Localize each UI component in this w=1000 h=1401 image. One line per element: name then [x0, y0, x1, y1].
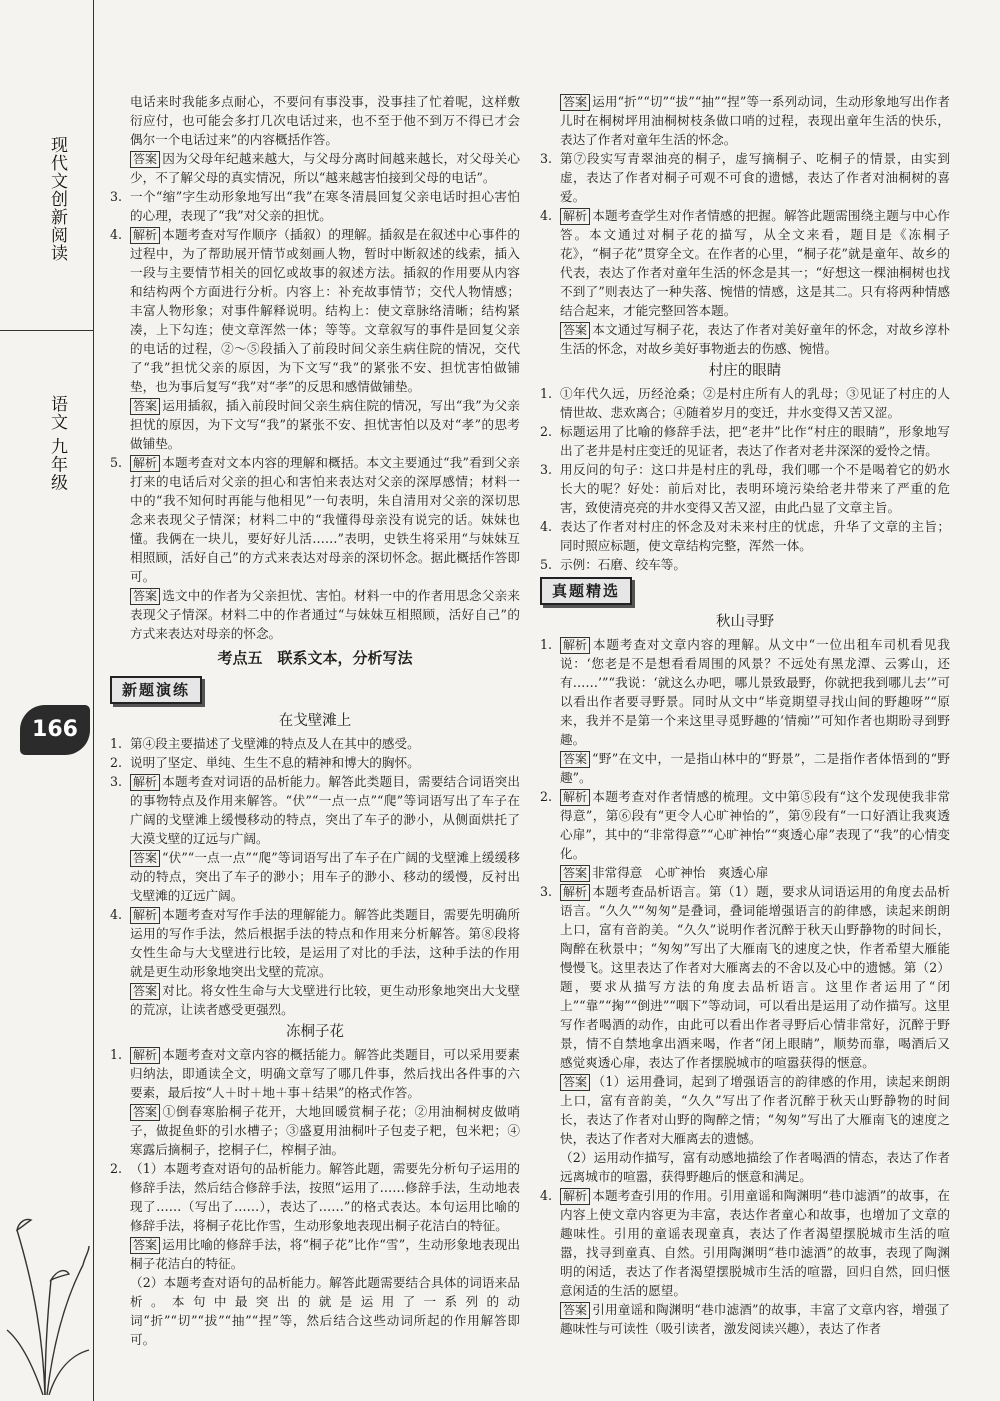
village-q2: 2. 标题运用了比喻的修辞手法，把“老井”比作“村庄的眼睛”，形象地写出了老井是村庄变迁的见证者，表达了作者对老井深深的爱怜之情。: [540, 424, 950, 458]
article-title-gobi: 在戈壁滩上: [278, 713, 352, 729]
tong-q2-answer: 答案 运用比喻的修辞手法，将“桐子花”比作“雪”，生动形象地表现出桐子花洁白的特征。: [130, 1237, 520, 1271]
question-4-answer: 答案 运用插叙，插入前段时间父亲生病住院的情况，写出“我”为父亲担忧的原因，为下文写“我”的紧张不安、担忧害怕以及对“孝”的思考做铺垫。: [130, 398, 520, 451]
article-title-autumn: 秋山寻野: [716, 614, 774, 630]
autumn-q4-answer: 答案 引用童谣和陶渊明“巷巾滤酒”的故事，丰富了文章内容，增强了趣味性与可读性（吸引读者，激发阅读兴趣），表达了作者: [560, 1302, 950, 1336]
article-title-village: 村庄的眼睛: [708, 363, 782, 379]
gobi-q4: 4. 解析 本题考查对写作手法的理解能力。解答此类题目，需要先明确所运用的写作手法，然后根据手法的特点和作用来分析解答。第⑧段将女性生命与大戈壁进行比较，是运用了对比的手法，这种手法的作用就是更生动形象地突出戈壁的荒凉。: [110, 907, 520, 979]
question-5-answer: 答案 选文中的作者为父亲担忧、害怕。材料一中的作者用思念父亲来表现父子情深。材料二中的作者通过“与妹妹互相照顾，活好自己”的方式来表达对母亲的怀念。: [130, 588, 520, 641]
tong-q1-answer: 答案 ①倒春寒胎桐子花开，大地回暖赏桐子花；②用油桐树皮做哨子，做捉鱼虾的引水槽子；③盛夏用油桐叶子包麦子粑，包米粑；④寒露后摘桐子，挖桐子仁，榨桐子油。: [130, 1104, 520, 1157]
gobi-q1: 1. 第④段主要描述了戈壁滩的特点及人在其中的感受。: [110, 736, 420, 751]
kaodian-heading: 考点五 联系文本，分析写法: [217, 649, 413, 667]
autumn-q3: 3. 解析 本题考查品析语言。第（1）题，要求从词语运用的角度去品析语言。“久久”“匆匆”是叠词，叠词能增强语言的韵律感，读起来朗朗上口，富有音韵美。“久久”说明作者沉醉于秋天山野静物的时间长，陶醉在秋景中；“匆匆”写出了大雁南飞的速度之快，作者希望大雁能慢慢飞。这里表达了作者对大雁离去的不舍以及心中的遗憾。第（2）题，要求从描写方法的角度去品析语言。这里作者运用了“闭上”“靠”“掬”“倒进”“咽下”等动词，可以看出是运用了动作描写。这里写作者喝酒的动作，由此可以看出作者寻野后心情非常好，沉醉于野景，情不自禁地拿出酒来喝，作者“闭上眼睛”，顺势而靠，喝酒后又感觉爽透心扉，表达了作者摆脱城市的喧嚣获得的惬意。: [540, 884, 950, 1070]
autumn-q2-answer: 答案 非常得意 心旷神怡 爽透心扉: [540, 863, 950, 882]
gobi-q2: 2. 说明了坚定、単纯、生生不息的精神和博大的胸怀。: [110, 755, 420, 770]
village-q5: 5. 示例：石磨、绞车等。: [540, 557, 686, 572]
question-5: 5. 解析 本题考查对文本内容的理解和概括。本文主要通过“我”看到父亲打来的电话后对父亲的担心和害怕来表达对父亲的深厚感情；材料一中的“我不知何时再能与他相见”一句表明，朱自清用对父亲的深切思念来表现父子情深；材料二中的“我懂得母亲没有说完的话。妹妹也懂。我俩在一块儿，要好好儿活……”表明，史铁生将采用“与妹妹互相照顾，活好自己”的方式来表达对母亲的深切怀念。据此概括作答即可。: [110, 455, 520, 584]
tong-q4: 4. 解析 本题考查学生对作者情感的把握。解答此题需围绕主题与中心作答。本文通过对桐子花的描写，从全文来看，题目是《冻桐子花》，“桐子花”贯穿全文。在作者的心里，“桐子花”就是童年、故乡的代表，表达了作者对童年生活的怀念是其一；“好想这一棵油桐树也找不到了”则表达了一种失落、惋惜的情感，这是其二。只有将两种情感结合起来，才能完整回答本题。: [540, 208, 950, 318]
tong-q1: 1. 解析 本题考查对文章内容的概括能力。解答此类题目，可以采用要素归纳法，即通读全文，明确文章写了哪几件事，然后找出各件事的六要素，最后按“人＋时＋地＋事＋结果”的格式作答。: [110, 1047, 520, 1100]
analysis-label: 解析: [130, 227, 160, 244]
autumn-q4: 4. 解析 本题考查引用的作用。引用童谣和陶渊明“巷巾滤酒”的故事，在内容上使文章内容更为丰富，表达作者童心和故事，也增加了文章的趣味性。引用的童谣表现童真，表达了作者渴望摆脱城市生活的喧嚣，找寻到童真、自然。引用陶渊明“巷巾滤酒”的故事，表现了陶渊明的闲适，表达了作者渴望摆脱城市生活的喧嚣，回归自然，回归惬意闲适的生活的愿望。: [540, 1188, 950, 1298]
intro-text: 电话来时我能多点耐心，不要问有事没事，没事挂了忙着呢，这样敷衍应付，也可能会多打几次电话过来，也不至于他不到万不得已才会偶尔一个电话过来”的内容概括作答。: [130, 94, 520, 147]
tong-q2b-analysis: （2）本题考查对语句的品析能力。解答此题需要结合具体的词语来品析。本句中最突出的就是运用了一系列的动词“折”“切”“拔”“抽”“捏”等，然后结合这些动词所起的作用解答即可。: [130, 1275, 520, 1347]
tong-q2b-answer: 答案 运用“折”“切”“拔”“抽”“捏”等一系列动词，生动形象地写出作者儿时在桐树坪用油桐树枝条做口哨的过程，表现出童年生活的快乐，表达了作者对童年生活的怀念。: [560, 94, 950, 147]
autumn-q2: 2. 解析 本题考查对作者情感的梳理。文中第⑤段有“这个发现使我非常得意”，第⑥段有“更令人心旷神怡的”，第⑨段有“一口好酒让我爽透心扉”，其中的“非常得意”“心旷神怡”“爽透心扉”表现了“我”的心情变化。: [540, 789, 950, 861]
section-new-practice: 新题演练: [110, 676, 202, 704]
left-column: [110, 92, 520, 1349]
answer-label: 答案: [130, 151, 160, 168]
gobi-q4-answer: 答案 对比。将女性生命与大戈壁进行比较，更生动形象地突出大戈壁的荒凉，让读者感受更强烈。: [130, 983, 520, 1017]
autumn-q3-answer-1: 答案 （1）运用叠词，起到了增强语言的韵律感的作用，读起来朗朗上口，富有音韵美，“久久”写出了作者沉醉于秋天山野静物的时间长，表达了作者对山野的陶醉之情；“匆匆”写出了大雁南飞的速度之快，表达了作者对大雁离去的遗憾。: [560, 1074, 950, 1146]
article-title-tong: 冻桐子花: [286, 1024, 344, 1040]
right-column: [540, 92, 950, 1338]
question-4: 4. 解析 本题考查对写作顺序（插叙）的理解。插叙是在叙述中心事件的过程中，为了帮助展开情节或刻画人物，暂时中断叙述的线索，插入一段与主要情节相关的回忆或故事的叙述方法。插叙的作用要从内容和结构两个方面进行分析。内容上：补充故事情节；交代人物情感；丰富人物形象；对事件解释说明。结构上：使文章脉络清晰；结构紧凑，上下勾连；使文章浑然一体；等等。文章叙写的事件是回复父亲的电话的过程，②～⑤段插入了前段时间父亲生病住院的情况，交代了“我”担忧父亲的原因，为下文写“我”的紧张不安、担忧害怕做铺垫，也为事后复写“我”对“孝”的反思和感情做铺垫。: [110, 227, 520, 394]
section-real-exam: 真题精选: [540, 577, 632, 605]
left-margin-strip: [0, 0, 94, 1401]
village-q1: 1. ①年代久远，历经沧桑；②是村庄所有人的乳母；③见证了村庄的人情世故、悲欢离合；④随着岁月的变迁，井水变得又苦又涩。: [540, 386, 950, 420]
tong-q4-answer: 答案 本文通过写桐子花，表达了作者对美好童年的怀念，对故乡淳朴生活的怀念，对故乡美好事物逝去的伤感、惋惜。: [560, 322, 950, 356]
subject-grade: 语文 九年级: [47, 395, 67, 492]
autumn-q3-answer-2: （2）运用动作描写，富有动感地描绘了作者喝酒的情态，表达了作者远离城市的喧嚣，获得野趣后的惬意和满足。: [560, 1150, 950, 1184]
tong-q2: 2. （1）本题考查对语句的品析能力。解答此题，需要先分析句子运用的修辞手法，然后结合修辞手法，按照“运用了……修辞手法，生动地表现了……（写出了……），表达了……”的格式表达。本句运用比喻的修辞手法，将桐子花比作雪，生动形象地表现出桐子花洁白的特征。: [110, 1161, 520, 1233]
village-q4: 4. 表达了作者对村庄的怀念及对未来村庄的忧虑，升华了文章的主旨；同时照应标题，使文章结构完整，浑然一体。: [540, 519, 950, 553]
autumn-q1: 1. 解析 本题考查对文章内容的理解。从文中“一位出租车司机看见我说：‘您老是不是想看看周围的风景？不远处有黑龙潭、云雾山，还有……’”“我说：‘就这么办吧，哪儿景致最野，你就把我到哪儿去’”可以看出作者要寻野景。同时从文中“毕竟期望寻找山间的野趣呀”“原来，我并不是第一个来这里寻觅野趣的‘情痴’”可知作者也期盼寻到野趣。: [540, 637, 950, 747]
orchid-decoration-icon: [5, 1170, 90, 1395]
village-q3: 3. 用反问的句子：这口井是村庄的乳母，我们哪一个不是喝着它的奶水长大的呢？好处：前后对比，表明环境污染给老井带来了严重的危害，致使清亮亮的井水变得又苦又涩，由此凸显了文章主旨。: [540, 462, 950, 515]
series-title: 现代文创新阅读: [47, 136, 67, 262]
gobi-q3: 3. 解析 本题考查对词语的品析能力。解答此类题目，需要结合词语突出的事物特点及作用来解答。“伏”“一点一点”“爬”等词语写出了车子在广阔的戈壁滩上缓慢移动的特点，突出了车子的渺小，从侧面烘托了大漠戈壁的辽远与广阔。: [110, 774, 520, 846]
strip-divider: [0, 330, 93, 331]
tong-q3: 3. 第⑦段实写青翠油亮的桐子，虚写摘桐子、吃桐子的情景，由实到虚，表达了作者对桐子可观不可食的遗憾，表达了作者对油桐树的喜爱。: [540, 151, 950, 204]
gobi-q3-answer: 答案 “伏”“一点一点”“爬”等词语写出了车子在广阔的戈壁滩上缓缓移动的特点，突出了车子的渺小；用车子的渺小、移动的缓慢，反衬出戈壁滩的辽远广阔。: [130, 850, 520, 903]
intro-answer: 因为父母年纪越来越大，与父母分离时间越来越长，对父母关心少，不了解父母的真实情况，所以“越来越害怕接到父母的电话”。: [130, 151, 520, 185]
question-3: 3. 一个“缩”字生动形象地写出“我”在寒冬清晨回复父亲电话时担心害怕的心理，表现了“我”对父亲的担忧。: [110, 189, 520, 223]
autumn-q1-answer: 答案 “野”在文中，一是指山林中的“野景”，二是指作者体悟到的“野趣”。: [560, 751, 950, 785]
page-number: 166: [20, 705, 90, 755]
intro-answer-block: [110, 149, 520, 187]
